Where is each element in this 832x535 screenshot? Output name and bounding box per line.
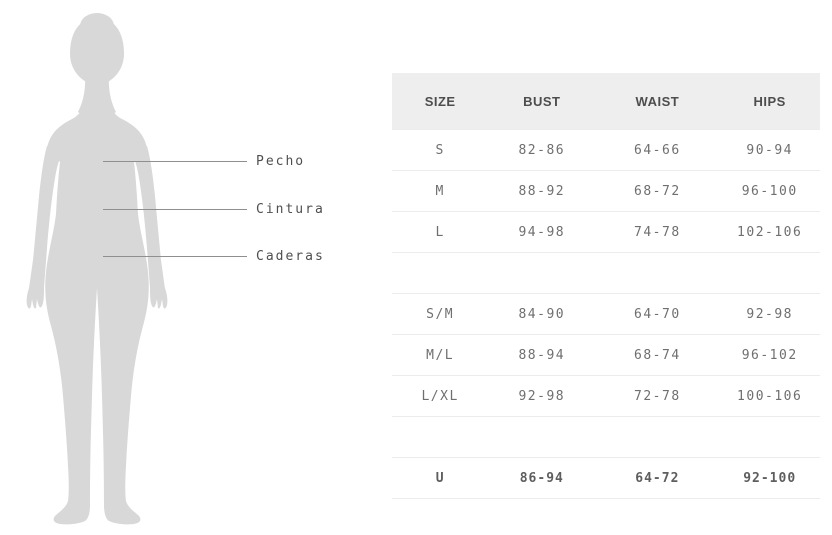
table-row bbox=[392, 252, 820, 293]
cell-hips: 92-98 bbox=[746, 306, 794, 322]
cell-waist: 64-66 bbox=[634, 142, 681, 158]
table-row bbox=[392, 416, 820, 457]
table-row bbox=[392, 457, 820, 498]
table-row bbox=[392, 375, 820, 416]
table-header-row bbox=[392, 73, 820, 129]
cell-bust: 94-98 bbox=[518, 224, 566, 240]
cell-hips: 96-100 bbox=[741, 183, 798, 199]
cell-size: S bbox=[435, 142, 445, 158]
cell-hips: 100-106 bbox=[737, 388, 803, 404]
table-row bbox=[392, 334, 820, 375]
table-row bbox=[392, 170, 820, 211]
cell-bust: 84-90 bbox=[518, 306, 566, 322]
cell-waist: 68-72 bbox=[634, 183, 681, 199]
cell-bust: 86-94 bbox=[519, 470, 564, 486]
cell-bust: 92-98 bbox=[518, 388, 566, 404]
measure-callout-waist bbox=[103, 201, 325, 217]
measure-callout-bust bbox=[103, 153, 305, 169]
female-silhouette-icon bbox=[0, 0, 200, 535]
table-row bbox=[392, 129, 820, 170]
column-header-waist: WAIST bbox=[635, 93, 680, 109]
cell-waist: 64-70 bbox=[634, 306, 681, 322]
column-header-size: SIZE bbox=[424, 93, 456, 109]
cell-waist: 68-74 bbox=[634, 347, 681, 363]
cell-size: S/M bbox=[426, 306, 455, 322]
cell-size: U bbox=[435, 470, 445, 486]
cell-size: L/XL bbox=[421, 388, 459, 404]
cell-hips: 90-94 bbox=[746, 142, 794, 158]
measure-label-bust: Pecho bbox=[256, 153, 306, 169]
cell-hips: 102-106 bbox=[737, 224, 803, 240]
cell-waist: 72-78 bbox=[634, 388, 681, 404]
table-row bbox=[392, 293, 820, 334]
body-measurement-figure bbox=[0, 0, 392, 535]
cell-bust: 88-94 bbox=[518, 347, 566, 363]
cell-size: M/L bbox=[426, 347, 455, 363]
measure-line-bust bbox=[103, 161, 247, 162]
cell-bust: 88-92 bbox=[518, 183, 566, 199]
table-row bbox=[392, 211, 820, 252]
cell-size: L bbox=[435, 224, 445, 240]
cell-waist: 74-78 bbox=[634, 224, 681, 240]
measure-line-waist bbox=[103, 209, 247, 210]
cell-bust: 82-86 bbox=[518, 142, 566, 158]
measure-label-hips: Caderas bbox=[256, 248, 325, 264]
measure-callout-hips bbox=[103, 248, 325, 264]
column-header-hips: HIPS bbox=[753, 93, 786, 109]
measure-label-waist: Cintura bbox=[256, 201, 325, 217]
cell-waist: 64-72 bbox=[635, 470, 680, 486]
cell-hips: 92-100 bbox=[743, 470, 797, 486]
cell-size: M bbox=[435, 183, 445, 199]
column-header-bust: BUST bbox=[523, 93, 561, 109]
cell-hips: 96-102 bbox=[741, 347, 798, 363]
measure-line-hips bbox=[103, 256, 247, 257]
size-chart-table bbox=[392, 73, 820, 499]
table-body bbox=[392, 129, 820, 499]
